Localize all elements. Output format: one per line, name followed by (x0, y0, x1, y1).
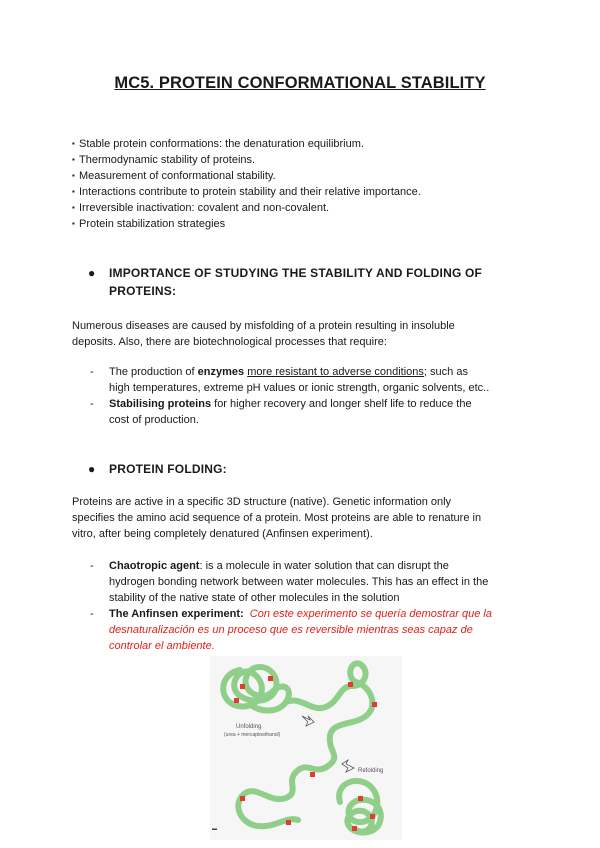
disulfide-bond-marker (348, 682, 353, 687)
disulfide-bond-marker (268, 676, 273, 681)
unfolding-label: Unfolding (236, 724, 262, 730)
list-item: ▪ Measurement of conformational stability. (72, 170, 276, 182)
bullet-dot-icon: ● (88, 462, 96, 476)
list-item-chaotropic: - Chaotropic agent: is a molecule in water solution that can disrupt the hydrogen bonding network between water molecules. This has an effect in the stability of the native state of other molecules in the solution (90, 560, 489, 604)
anfinsen-figure (210, 656, 402, 840)
list-item-anfinsen: - The Anfinsen experiment: Con este experimento se quería demostrar que la desnaturalización es un proceso que es reversible mientras seas capaz de controlar el ambiente. (90, 608, 492, 652)
dash-marker: - (90, 398, 94, 410)
square-bullet-icon: ▪ (72, 139, 75, 148)
section-heading-line: IMPORTANCE OF STUDYING THE STABILITY AND FOLDING OF (109, 266, 483, 280)
dash-marker: - (90, 560, 94, 572)
square-bullet-icon: ▪ (72, 155, 75, 164)
page-title: MC5. PROTEIN CONFORMATIONAL STABILITY (114, 74, 486, 92)
section-heading-importance (88, 264, 519, 300)
square-bullet-icon: ▪ (72, 219, 75, 228)
list-item: ▪ Interactions contribute to protein stability and their relative importance. (72, 186, 421, 198)
disulfide-bond-marker (286, 820, 291, 825)
unfolding-sublabel: (urea + mercaptoethanol) (224, 732, 281, 738)
refolding-label: Refolding (358, 768, 384, 774)
disulfide-bond-marker (372, 702, 377, 707)
disulfide-bond-marker (370, 814, 375, 819)
disulfide-bond-marker (352, 826, 357, 831)
anfinsen-diagram (210, 656, 402, 840)
list-item: ▪ Irreversible inactivation: covalent and non-covalent. (72, 202, 330, 214)
list-item: ▪ Protein stabilization strategies (72, 218, 226, 230)
bullet-dot-icon: ● (88, 266, 96, 280)
requirements-list (88, 364, 528, 428)
disulfide-bond-marker (234, 698, 239, 703)
list-item: ▪ Thermodynamic stability of proteins. (72, 154, 256, 166)
figure-corner-mark: ▬ (212, 826, 217, 832)
paragraph-importance: Numerous diseases are caused by misfolding of a protein resulting in insoluble deposits. Also, there are biotechnological processes that require: (72, 320, 455, 348)
dash-marker: - (90, 608, 94, 620)
list-item-stabilising: - Stabilising proteins for higher recovery and longer shelf life to reduce the cost of production. (90, 398, 472, 426)
square-bullet-icon: ▪ (72, 171, 75, 180)
paragraph-folding: Proteins are active in a specific 3D structure (native). Genetic information only specifies the amino acid sequence of a protein. Most proteins are able to renature in vitro, after being completely denatured (Anfinsen experiment). (72, 496, 482, 540)
square-bullet-icon: ▪ (72, 203, 75, 212)
disulfide-bond-marker (310, 772, 315, 777)
section-heading-line: PROTEINS: (109, 284, 177, 298)
disulfide-bond-marker (358, 796, 363, 801)
square-bullet-icon: ▪ (72, 187, 75, 196)
dash-marker: - (90, 366, 94, 378)
disulfide-bond-marker (240, 684, 245, 689)
list-item-enzymes: - The production of enzymes more resistant to adverse conditions; such as high temperatures, extreme pH values or ionic strength, organic solvents, etc.. (90, 366, 490, 394)
intro-bullet-list (72, 136, 421, 232)
folding-list (88, 558, 528, 654)
list-item: ▪ Stable protein conformations: the denaturation equilibrium. (72, 138, 364, 150)
section-heading-folding: ● PROTEIN FOLDING: (88, 462, 227, 476)
disulfide-bond-marker (240, 796, 245, 801)
